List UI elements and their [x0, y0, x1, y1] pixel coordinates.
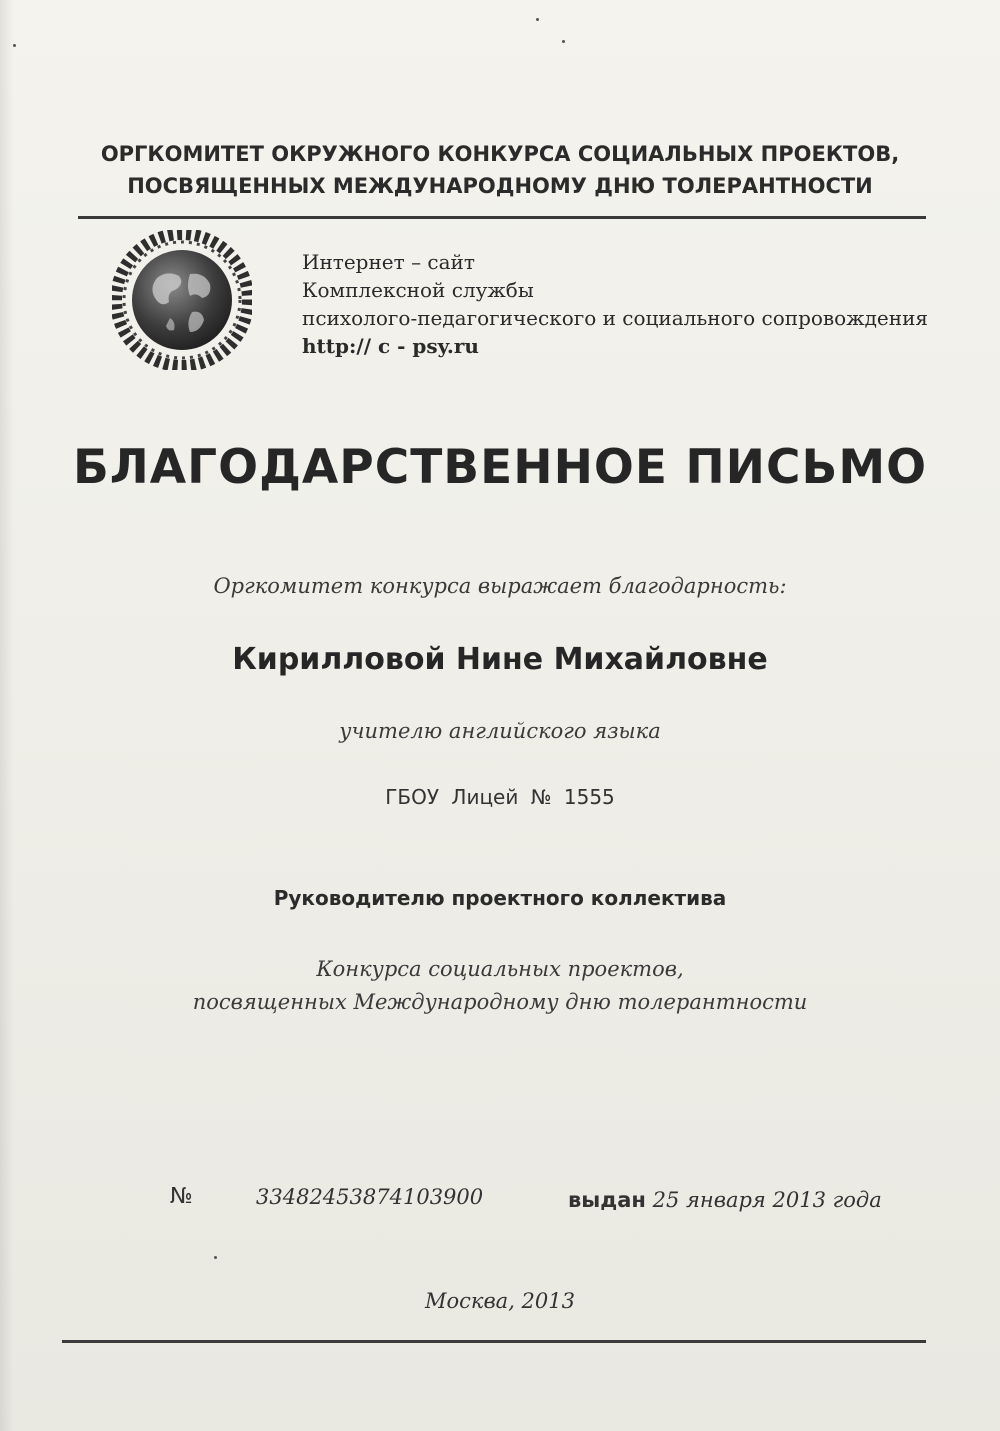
- organizing-committee-header: [0, 138, 1000, 202]
- letter-title: БЛАГОДАРСТВЕННОЕ ПИСЬМО: [72, 440, 928, 495]
- contest-description: [0, 953, 1000, 1019]
- issue-date-block: [568, 1188, 882, 1212]
- issued-date: 25 января 2013 года: [652, 1188, 882, 1212]
- certificate-number: 33482453874103900: [256, 1185, 484, 1209]
- paper-speck: [562, 40, 565, 43]
- recipient-role: Руководителю проектного коллектива: [273, 886, 727, 910]
- school-name: ГБОУ Лицей № 1555: [385, 785, 615, 809]
- site-info-line-3: психолого-педагогического и социального сопровождения: [302, 306, 929, 330]
- paper-speck: [536, 18, 539, 21]
- issued-label: выдан: [568, 1188, 646, 1212]
- city-year: Москва, 2013: [425, 1289, 575, 1313]
- header-line-1: ОРГКОМИТЕТ ОКРУЖНОГО КОНКУРСА СОЦИАЛЬНЫХ ПРОЕКТОВ,: [100, 142, 900, 166]
- globe-with-people-icon: [112, 230, 252, 370]
- site-info-block: [302, 248, 928, 360]
- paper-edge-shadow: [0, 0, 14, 1431]
- site-url: http:// c - psy.ru: [302, 334, 479, 358]
- header-line-2: ПОСВЯЩЕННЫХ МЕЖДУНАРОДНОМУ ДНЮ ТОЛЕРАНТНОСТИ: [127, 174, 873, 198]
- top-divider: [78, 216, 926, 219]
- paper-speck: [214, 1256, 217, 1259]
- site-info-line-1: Интернет – сайт: [302, 250, 475, 274]
- paper-speck: [13, 44, 16, 47]
- bottom-divider: [62, 1340, 926, 1343]
- number-sign: №: [170, 1184, 193, 1209]
- contest-line-2: посвященных Международному дню толерантности: [192, 990, 808, 1014]
- contest-line-1: Конкурса социальных проектов,: [316, 957, 684, 981]
- recipient-position: учителю английского языка: [339, 719, 661, 743]
- recipient-name: Кирилловой Нине Михайловне: [232, 642, 768, 677]
- site-info-line-2: Комплексной службы: [302, 278, 534, 302]
- intro-text: Оргкомитет конкурса выражает благодарность:: [213, 574, 787, 598]
